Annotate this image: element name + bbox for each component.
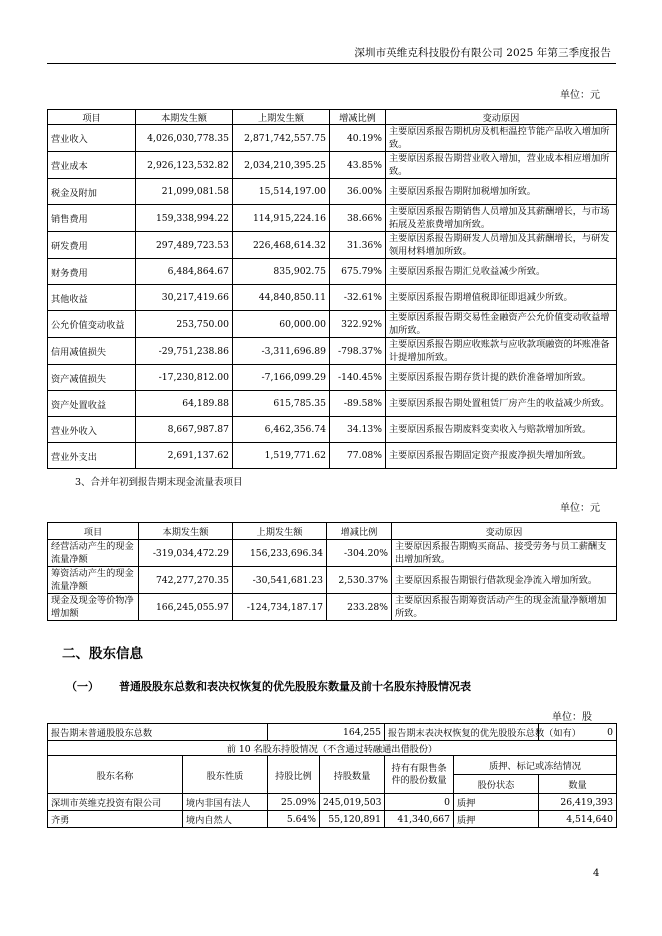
- header-pledge-status: 质押、标记或冻结情况: [454, 756, 617, 775]
- row-restricted-shares: 0: [385, 794, 454, 811]
- table-row: [48, 311, 617, 338]
- preferred-holders-label: 报告期末表决权恢复的优先股股东总数（如有）: [385, 724, 539, 741]
- row-current-amount: 742,277,270.35: [139, 567, 233, 594]
- col-header-item: 项目: [48, 523, 139, 540]
- row-reason: 主要原因系报告期机房及机柜温控节能产品收入增加所致。: [386, 125, 617, 152]
- header-share-count: 数量: [539, 775, 617, 794]
- table3-unit: 单位：股: [552, 712, 592, 723]
- row-item: 财务费用: [48, 259, 136, 285]
- row-reason: 主要原因系报告期购买商品、接受劳务与员工薪酬支出增加所致。: [392, 540, 617, 567]
- table2-unit: 单位：元: [560, 503, 600, 514]
- row-current-amount: 21,099,081.58: [136, 179, 233, 205]
- row-change-ratio: 34.13%: [330, 417, 386, 443]
- table-row: [48, 152, 617, 179]
- row-reason: 主要原因系报告期筹资活动产生的现金流量净额增加所致。: [392, 594, 617, 621]
- table-row: [48, 540, 617, 567]
- row-reason: 主要原因系报告期营业收入增加，营业成本相应增加所致。: [386, 152, 617, 179]
- table-row: [48, 811, 617, 828]
- row-restricted-shares: 41,340,667: [385, 811, 454, 828]
- row-reason: 主要原因系报告期处置租赁厂房产生的收益减少所致。: [386, 391, 617, 417]
- row-item: 资产处置收益: [48, 391, 136, 417]
- row-item: 营业外支出: [48, 443, 136, 469]
- row-holding-qty: 245,019,503: [320, 794, 385, 811]
- header-holding-ratio: 持股比例: [268, 756, 320, 794]
- col-header-change: 增减比例: [327, 523, 392, 540]
- row-share-count: 4,514,640: [539, 811, 617, 828]
- row-reason: 主要原因系报告期废料变卖收入与赔款增加所致。: [386, 417, 617, 443]
- table-row: [48, 125, 617, 152]
- subsection-number: （一）: [66, 680, 99, 693]
- row-prior-amount: 2,034,210,395.25: [233, 152, 330, 179]
- header-divider: [47, 63, 616, 64]
- row-current-amount: -319,034,472.29: [139, 540, 233, 567]
- header-share-status: 股份状态: [454, 775, 539, 794]
- row-item: 资产减值损失: [48, 365, 136, 391]
- row-item: 销售费用: [48, 205, 136, 232]
- table-row: [48, 179, 617, 205]
- top10-title: 前 10 名股东持股情况（不含通过转融通出借股份）: [48, 741, 617, 756]
- row-current-amount: 297,489,723.53: [136, 232, 233, 259]
- row-item: 其他收益: [48, 285, 136, 311]
- row-item: 公允价值变动收益: [48, 311, 136, 338]
- row-change-ratio: 43.85%: [330, 152, 386, 179]
- row-item: 经营活动产生的现金流量净额: [48, 540, 139, 567]
- row-change-ratio: 38.66%: [330, 205, 386, 232]
- row-prior-amount: 60,000.00: [233, 311, 330, 338]
- row-prior-amount: 114,915,224.16: [233, 205, 330, 232]
- row-current-amount: 6,484,864.67: [136, 259, 233, 285]
- row-prior-amount: 615,785.35: [233, 391, 330, 417]
- preferred-holders-value: 0: [539, 724, 617, 741]
- page-number: 4: [593, 868, 600, 879]
- table-row: [48, 417, 617, 443]
- row-current-amount: 4,026,030,778.35: [136, 125, 233, 152]
- row-item: 营业成本: [48, 152, 136, 179]
- row-item: 营业收入: [48, 125, 136, 152]
- row-item: 营业外收入: [48, 417, 136, 443]
- row-change-ratio: -32.61%: [330, 285, 386, 311]
- row-item: 信用减值损失: [48, 338, 136, 365]
- table-row: [48, 285, 617, 311]
- col-header-reason: 变动原因: [392, 523, 617, 540]
- subsection-title: 普通股股东总数和表决权恢复的优先股股东数量及前十名股东持股情况表: [119, 680, 471, 693]
- header-shareholder-name: 股东名称: [48, 756, 183, 794]
- table-row: [48, 232, 617, 259]
- row-shareholder-name: 齐勇: [48, 811, 183, 828]
- row-change-ratio: 40.19%: [330, 125, 386, 152]
- row-prior-amount: 835,902.75: [233, 259, 330, 285]
- row-current-amount: 166,245,055.97: [139, 594, 233, 621]
- row-item: 税金及附加: [48, 179, 136, 205]
- row-prior-amount: 44,840,850.11: [233, 285, 330, 311]
- row-prior-amount: -124,734,187.17: [233, 594, 327, 621]
- row-prior-amount: 1,519,771.62: [233, 443, 330, 469]
- row-reason: 主要原因系报告期交易性金融资产公允价值变动收益增加所致。: [386, 311, 617, 338]
- col-header-prior: 上期发生额: [233, 110, 330, 125]
- row-prior-amount: 6,462,356.74: [233, 417, 330, 443]
- row-reason: 主要原因系报告期销售人员增加及其薪酬增长，与市场拓展及差旅费增加所致。: [386, 205, 617, 232]
- row-shareholder-name: 深圳市英维克投资有限公司: [48, 794, 183, 811]
- row-change-ratio: 233.28%: [327, 594, 392, 621]
- row-reason: 主要原因系报告期应收账款与应收款项融资的坏账准备计提增加所致。: [386, 338, 617, 365]
- row-change-ratio: -798.37%: [330, 338, 386, 365]
- table1-unit: 单位：元: [560, 90, 600, 101]
- table-row: [48, 391, 617, 417]
- row-shareholder-nature: 境内自然人: [183, 811, 268, 828]
- row-prior-amount: -30,541,681.23: [233, 567, 327, 594]
- table-row: [48, 794, 617, 811]
- total-holders-value: 164,255: [268, 724, 385, 741]
- col-header-reason: 变动原因: [386, 110, 617, 125]
- col-header-item: 项目: [48, 110, 136, 125]
- row-current-amount: 159,338,994.22: [136, 205, 233, 232]
- row-prior-amount: -7,166,099.29: [233, 365, 330, 391]
- row-prior-amount: 15,514,197.00: [233, 179, 330, 205]
- row-reason: 主要原因系报告期银行借款现金净流入增加所致。: [392, 567, 617, 594]
- row-holding-qty: 55,120,891: [320, 811, 385, 828]
- row-reason: 主要原因系报告期汇兑收益减少所致。: [386, 259, 617, 285]
- row-share-status: 质押: [454, 811, 539, 828]
- col-header-current: 本期发生额: [139, 523, 233, 540]
- row-current-amount: 8,667,987.87: [136, 417, 233, 443]
- row-reason: 主要原因系报告期附加税增加所致。: [386, 179, 617, 205]
- row-change-ratio: -304.20%: [327, 540, 392, 567]
- table-row: [48, 443, 617, 469]
- row-change-ratio: -89.58%: [330, 391, 386, 417]
- table-row: [48, 338, 617, 365]
- header-restricted-shares: 持有有限售条件的股份数量: [385, 756, 454, 794]
- income-change-table: [47, 109, 617, 469]
- row-change-ratio: -140.45%: [330, 365, 386, 391]
- row-change-ratio: 36.00%: [330, 179, 386, 205]
- row-item: 筹资活动产生的现金流量净额: [48, 567, 139, 594]
- row-item: 现金及现金等价物净增加额: [48, 594, 139, 621]
- row-change-ratio: 2,530.37%: [327, 567, 392, 594]
- row-current-amount: -29,751,238.86: [136, 338, 233, 365]
- col-header-prior: 上期发生额: [233, 523, 327, 540]
- row-holding-ratio: 5.64%: [268, 811, 320, 828]
- row-current-amount: -17,230,812.00: [136, 365, 233, 391]
- row-current-amount: 30,217,419.66: [136, 285, 233, 311]
- table-row: [48, 365, 617, 391]
- row-change-ratio: 31.36%: [330, 232, 386, 259]
- row-share-count: 26,419,393: [539, 794, 617, 811]
- row-reason: 主要原因系报告期存货计提的跌价准备增加所致。: [386, 365, 617, 391]
- row-current-amount: 2,926,123,532.82: [136, 152, 233, 179]
- row-prior-amount: 226,468,614.32: [233, 232, 330, 259]
- row-change-ratio: 322.92%: [330, 311, 386, 338]
- table-row: [48, 567, 617, 594]
- row-reason: 主要原因系报告期固定资产报废净损失增加所致。: [386, 443, 617, 469]
- row-current-amount: 2,691,137.62: [136, 443, 233, 469]
- shareholder-table: [47, 723, 617, 828]
- col-header-current: 本期发生额: [136, 110, 233, 125]
- cashflow-note: 3、合并年初到报告期末现金流量表项目: [75, 477, 243, 488]
- row-item: 研发费用: [48, 232, 136, 259]
- row-current-amount: 253,750.00: [136, 311, 233, 338]
- total-holders-label: 报告期末普通股股东总数: [48, 724, 268, 741]
- table-row: [48, 259, 617, 285]
- row-current-amount: 64,189.88: [136, 391, 233, 417]
- table-row: [48, 594, 617, 621]
- row-prior-amount: 156,233,696.34: [233, 540, 327, 567]
- cashflow-change-table: [47, 522, 617, 621]
- row-change-ratio: 675.79%: [330, 259, 386, 285]
- row-prior-amount: -3,311,696.89: [233, 338, 330, 365]
- header-shareholder-nature: 股东性质: [183, 756, 268, 794]
- section-title-shareholders: 二、股东信息: [62, 646, 143, 662]
- report-header: 深圳市英维克科技股份有限公司 2025 年第三季度报告: [354, 47, 611, 59]
- table-row: [48, 205, 617, 232]
- row-share-status: 质押: [454, 794, 539, 811]
- row-change-ratio: 77.08%: [330, 443, 386, 469]
- row-reason: 主要原因系报告期研发人员增加及其薪酬增长，与研发领用材料增加所致。: [386, 232, 617, 259]
- header-holding-qty: 持股数量: [320, 756, 385, 794]
- col-header-change: 增减比例: [330, 110, 386, 125]
- row-prior-amount: 2,871,742,557.75: [233, 125, 330, 152]
- row-shareholder-nature: 境内非国有法人: [183, 794, 268, 811]
- row-holding-ratio: 25.09%: [268, 794, 320, 811]
- row-reason: 主要原因系报告期增值税即征即退减少所致。: [386, 285, 617, 311]
